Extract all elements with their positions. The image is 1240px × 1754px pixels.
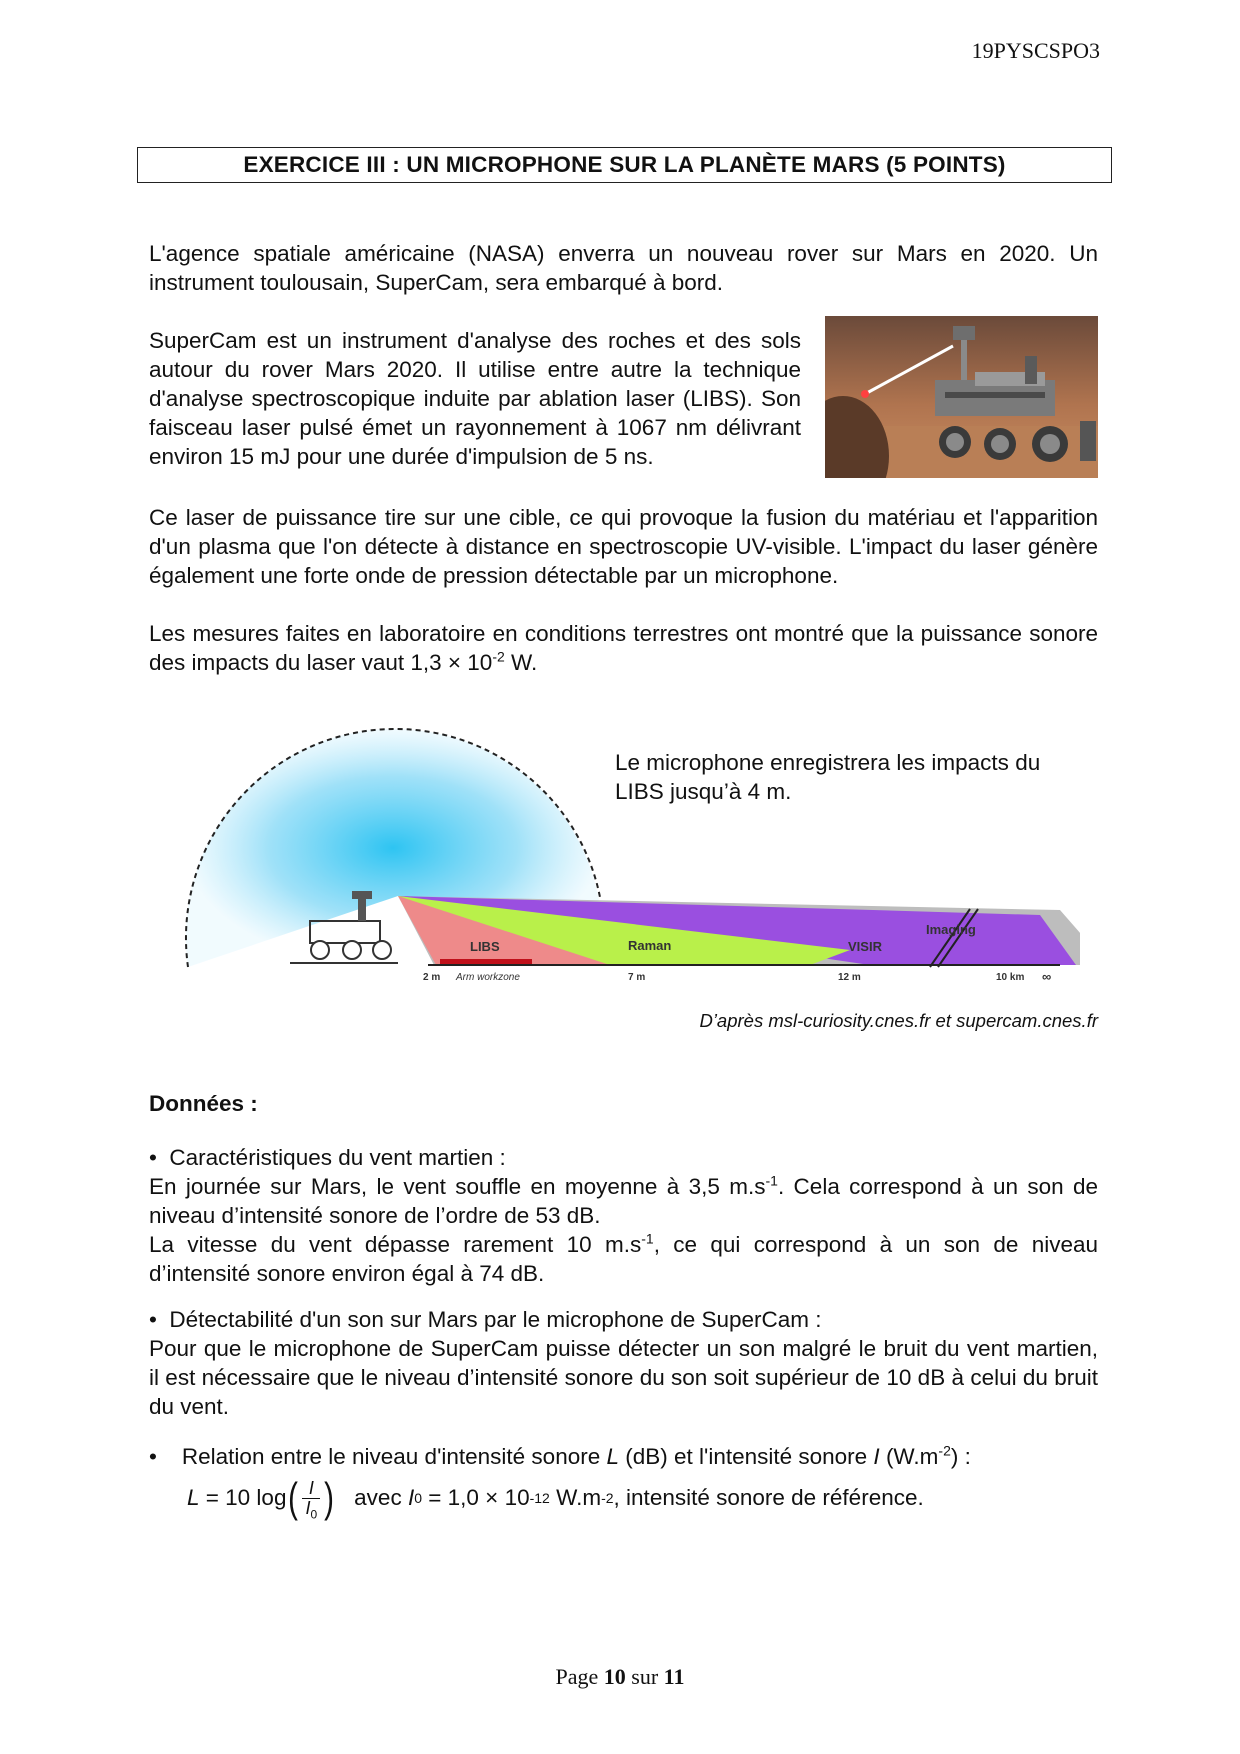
relation-exp: -2 <box>938 1442 951 1459</box>
wind-heading-text: Caractéristiques du vent martien : <box>169 1145 506 1170</box>
sound-level-formula: L = 10 log ( $\frac{I}{I_0}$ ) avec I 0 = 1,0 × 10 -12 W.m -2 , intensité sonore de référence. <box>187 1474 924 1522</box>
formula-unit: W.m <box>549 1485 602 1510</box>
source-credit: D’après msl-curiosity.cnes.fr et supercam.cnes.fr <box>699 1010 1098 1031</box>
wind-max-text <box>149 1230 1098 1288</box>
raman-label: Raman <box>628 938 672 953</box>
document-code: 19PYSCSPO3 <box>971 38 1100 63</box>
formula-denominator <box>302 1497 320 1522</box>
wind-avg-part1: En journée sur Mars, le vent souffle en moyenne à 3,5 m.s <box>149 1174 766 1199</box>
tick-2m: 2 m <box>423 972 441 983</box>
relation-part1: Relation entre le niveau d'intensité sonore <box>181 1444 607 1469</box>
rover-photo <box>825 316 1098 478</box>
tick-infinity: ∞ <box>1042 969 1052 984</box>
bullet-relation <box>149 1442 971 1471</box>
detectability-text: Pour que le microphone de SuperCam puisse détecter un son malgré le bruit du vent martien, il est nécessaire que le niveau d’intensité sonore du son soit supérieur de 10 dB à celui du bruit du vent. <box>149 1336 1098 1419</box>
measures-text: Les mesures faites en laboratoire en conditions terrestres ont montré que la puissance sonore des impacts du laser vaut 1,3 × 10 <box>149 621 1098 675</box>
imaging-label: Imaging <box>926 922 976 937</box>
bullet-detectability-heading <box>149 1305 822 1334</box>
formula-den-I: I <box>305 1497 311 1518</box>
supercam-paragraph: SuperCam est un instrument d'analyse des roches et des sols autour du rover Mars 2020. Il utilise entre autre la technique d'analyse spectroscopique induite par ablation laser (LIBS). Son faisceau laser pulsé émet un rayonnement à 1067 nm délivrant environ 15 mJ pour une durée d'impulsion de 5 ns. <box>149 328 801 469</box>
libs-label: LIBS <box>470 939 500 954</box>
formula-eq: = 10 log <box>199 1485 287 1510</box>
formula-numerator: I <box>308 1477 314 1498</box>
tick-10km: 10 km <box>996 972 1025 983</box>
bullet-icon: • <box>149 1444 157 1469</box>
relation-part4: ) : <box>950 1444 971 1469</box>
supercam-range-diagram <box>170 695 1080 985</box>
exercise-title: EXERCICE III : UN MICROPHONE SUR LA PLANÈTE MARS (5 POINTS) <box>137 147 1112 183</box>
measures-unit: W. <box>504 650 538 675</box>
formula-avec: avec <box>354 1485 408 1510</box>
wind-avg-part2: . Cela correspond à un son de niveau d’intensité sonore de l’ordre de 53 dB. <box>149 1174 1098 1228</box>
diagram-caption: Le microphone enregistrera les impacts du LIBS jusqu’à 4 m. <box>615 750 1041 804</box>
wind-max-exp: -1 <box>641 1230 654 1247</box>
visir-label: VISIR <box>848 939 882 954</box>
page-footer <box>0 1664 1240 1690</box>
formula-L: L <box>187 1485 200 1510</box>
wind-average-text <box>149 1172 1098 1230</box>
wind-avg-exp: -1 <box>765 1172 778 1189</box>
intro-paragraph: L'agence spatiale américaine (NASA) enverra un nouveau rover sur Mars en 2020. Un instrument toulousain, SuperCam, sera embarqué à bord. <box>149 241 1098 295</box>
tick-12m: 12 m <box>838 972 861 983</box>
measures-paragraph <box>149 619 1098 677</box>
footer-page-number: 10 <box>603 1664 626 1689</box>
relation-part3: (W.m <box>879 1444 939 1469</box>
laser-paragraph: Ce laser de puissance tire sur une cible, ce qui provoque la fusion du matériau et l'apparition d'un plasma que l'on détecte à distance en spectroscopie UV-visible. L'impact du laser génère également une forte onde de pression détectable par un microphone. <box>149 505 1098 588</box>
measures-exponent: -2 <box>492 648 505 665</box>
relation-I: I <box>873 1444 880 1469</box>
tick-7m: 7 m <box>628 972 646 983</box>
relation-L: L <box>606 1444 619 1469</box>
footer-page-total: 11 <box>663 1664 685 1689</box>
wind-max-part1: La vitesse du vent dépasse rarement 10 m.s <box>149 1232 642 1257</box>
relation-part2: (dB) et l'intensité sonore <box>619 1444 874 1469</box>
formula-den-sub: 0 <box>310 1507 318 1522</box>
formula-fraction <box>302 1477 320 1522</box>
arm-workzone-bar <box>440 959 532 964</box>
bullet-icon: • <box>149 1145 157 1170</box>
formula-tail: , intensité sonore de référence. <box>613 1485 924 1510</box>
detectability-heading-text: Détectabilité d'un son sur Mars par le microphone de SuperCam : <box>169 1307 822 1332</box>
footer-page: Page <box>555 1664 604 1689</box>
formula-value: = 1,0 × 10 <box>422 1485 530 1510</box>
wind-max-part2: , ce qui correspond à un son de niveau d’intensité sonore environ égal à 74 dB. <box>149 1232 1098 1286</box>
data-heading: Données : <box>149 1091 258 1116</box>
formula-I0: I <box>407 1485 415 1510</box>
footer-sur: sur <box>625 1664 664 1689</box>
tick-arm-workzone: Arm workzone <box>456 972 520 983</box>
bullet-wind-heading <box>149 1143 506 1172</box>
bullet-icon: • <box>149 1307 157 1332</box>
